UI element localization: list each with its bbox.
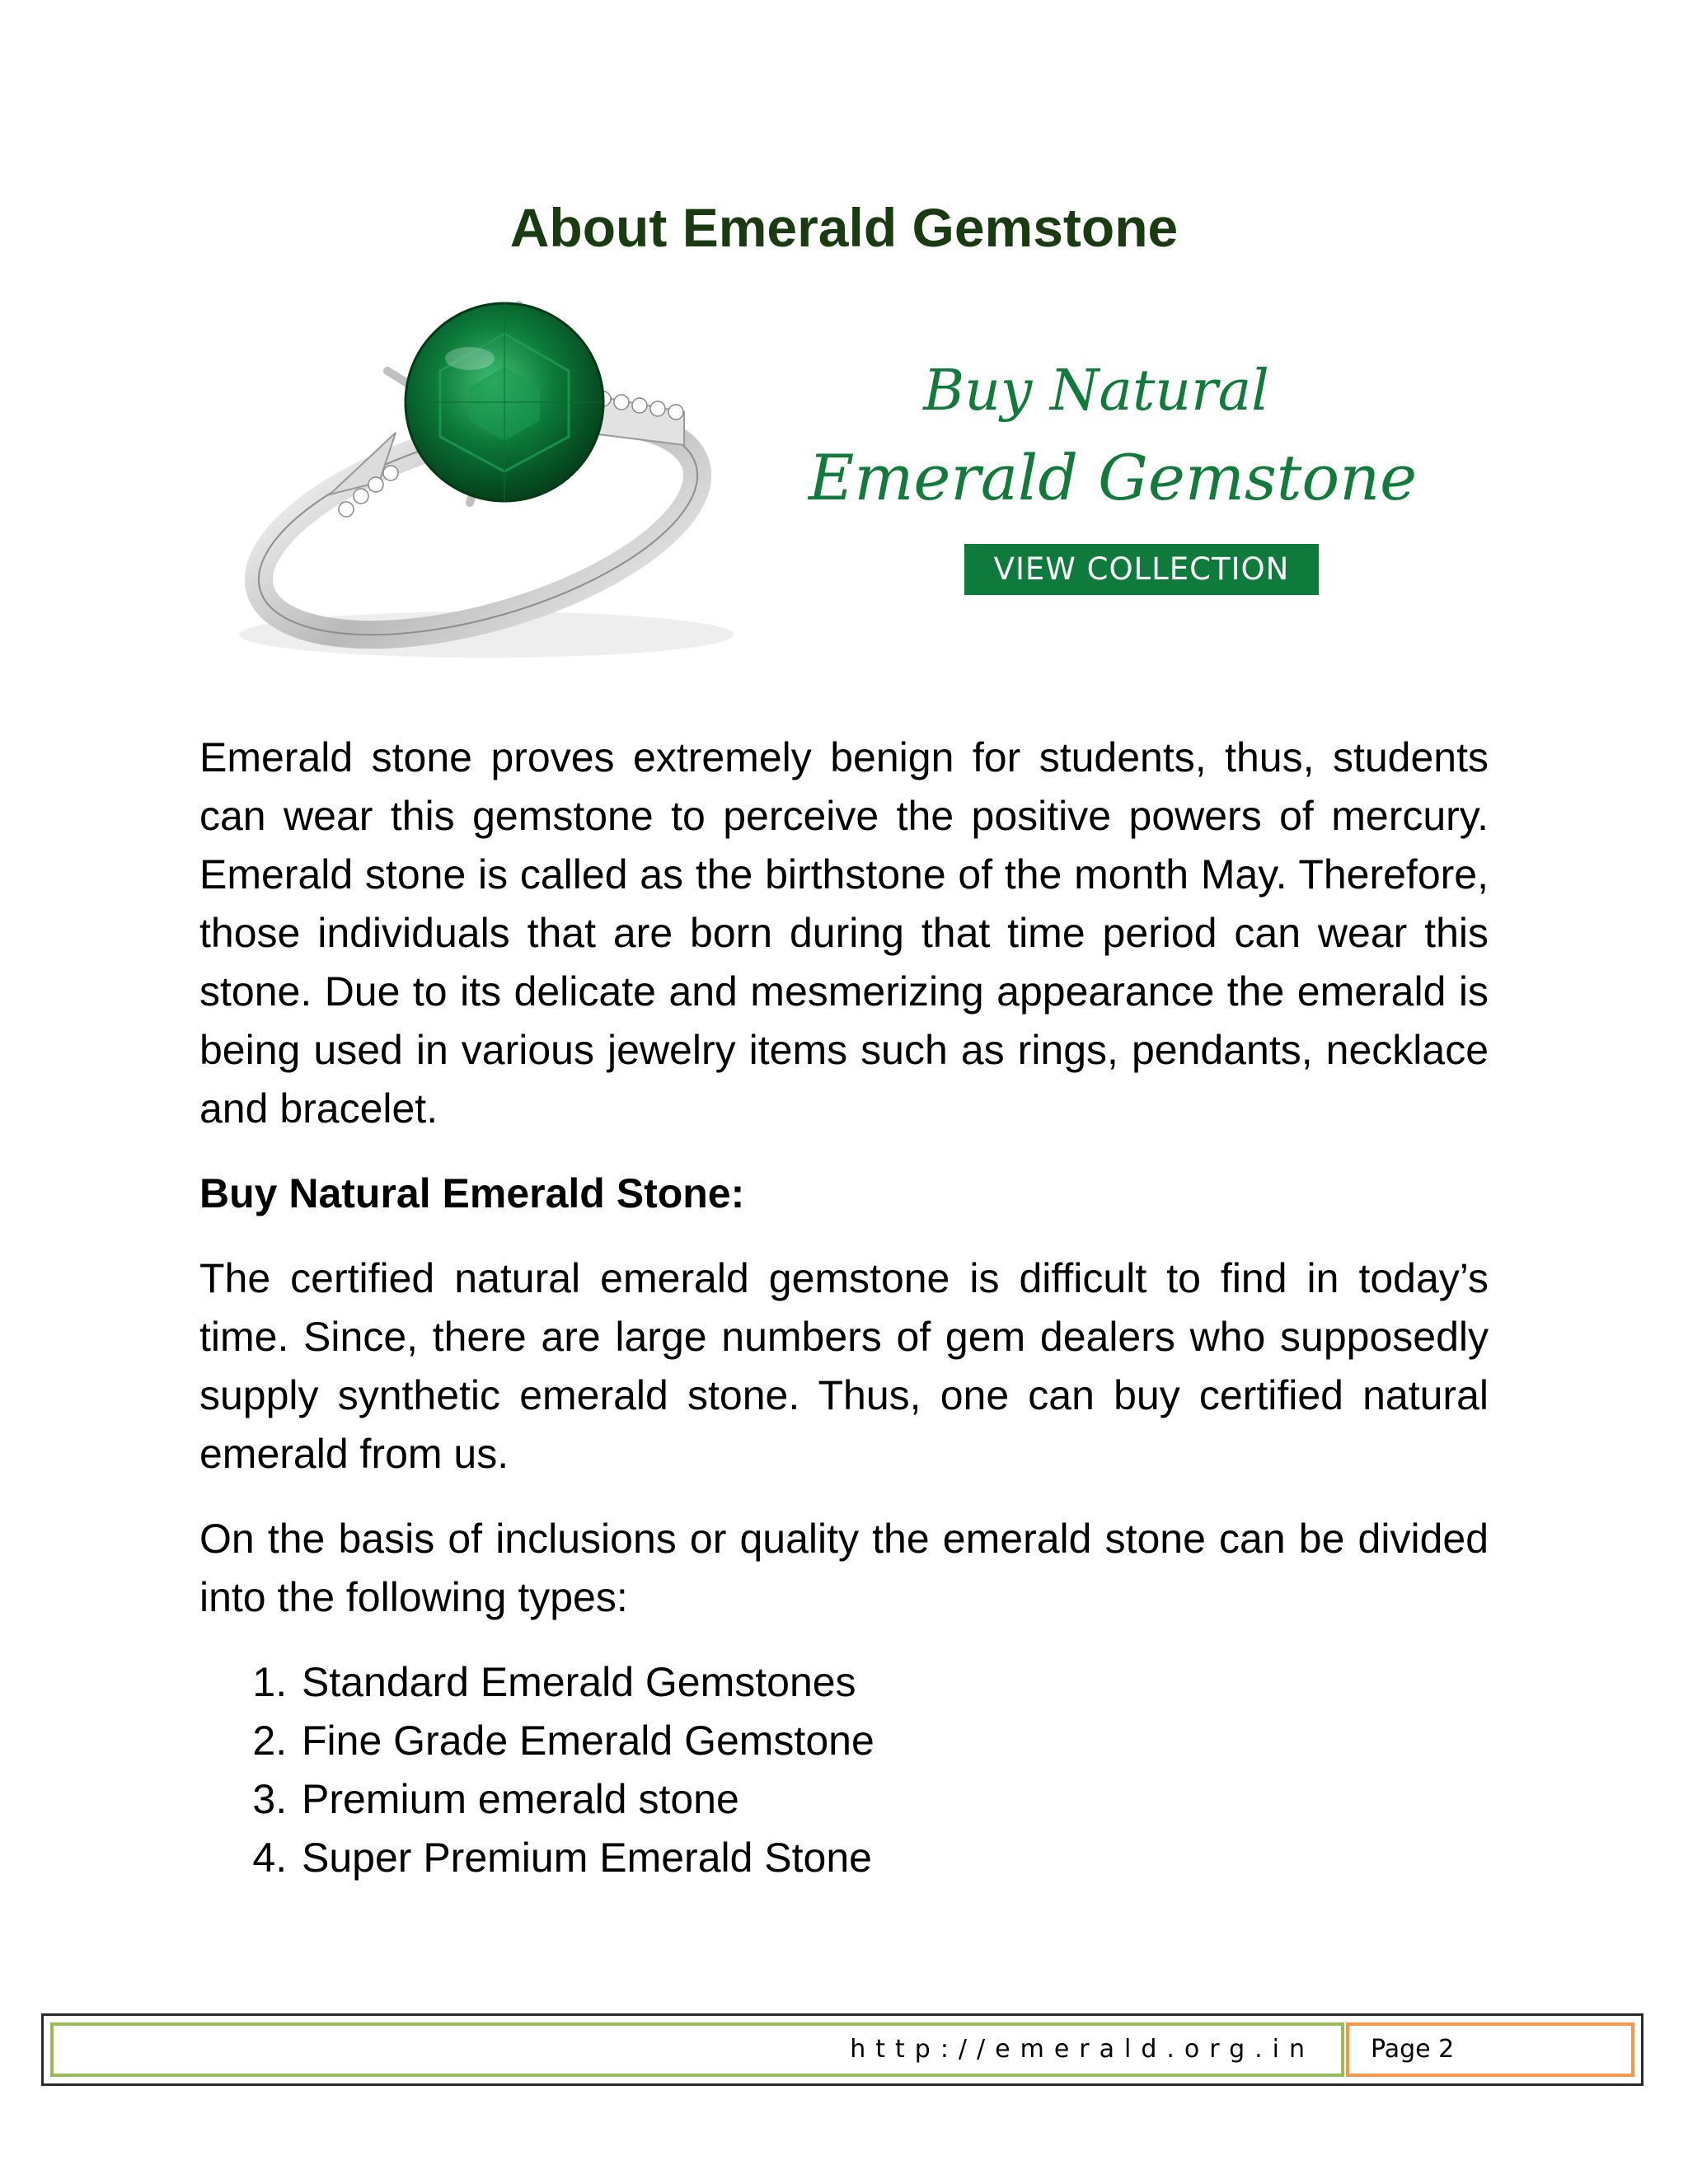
footer-url[interactable]: http://emerald.org.in [850, 2035, 1315, 2064]
footer-url-box [50, 2022, 1344, 2077]
emerald-ring-image [223, 288, 767, 676]
emerald-types-list [199, 1653, 1489, 1887]
page-footer [41, 2013, 1643, 2086]
article-body [199, 729, 1489, 1887]
intro-paragraph: Emerald stone proves extremely benign for students, thus, students can wear this gemstone to perceive the positive powers of mercury. Emerald stone is called as the birthstone of the month May. Therefore, those individuals that are born during that time period can wear this stone. Due to its delicate and mesmerizing appearance the emerald is being used in various jewelry items such as rings, pendants, necklace and bracelet. [199, 734, 1489, 1132]
list-item: 1. Standard Emerald Gemstones [298, 1653, 1489, 1712]
certified-paragraph: The certified natural emerald gemstone is difficult to find in today’s time. Since, there are large numbers of gem dealers who supposedly supply synthetic emerald stone. Thus, one can buy certified natural emerald from us. [199, 1255, 1489, 1477]
types-intro-paragraph: On the basis of inclusions or quality the emerald stone can be divided into the following types: [199, 1516, 1489, 1620]
promo-headline-line2: Emerald Gemstone [808, 441, 1418, 514]
promo-banner[interactable] [223, 288, 1459, 676]
list-item: 2. Fine Grade Emerald Gemstone [298, 1712, 1489, 1770]
page-title: About Emerald Gemstone [509, 197, 1179, 258]
footer-page-box [1346, 2022, 1634, 2077]
view-collection-button[interactable]: VIEW COLLECTION [964, 544, 1319, 595]
promo-headline-line1: Buy Natural [923, 359, 1269, 424]
page-number: Page 2 [1371, 2035, 1455, 2064]
list-item: 4. Super Premium Emerald Stone [298, 1829, 1489, 1887]
list-item: 3. Premium emerald stone [298, 1770, 1489, 1829]
section-heading: Buy Natural Emerald Stone: [199, 1170, 745, 1216]
